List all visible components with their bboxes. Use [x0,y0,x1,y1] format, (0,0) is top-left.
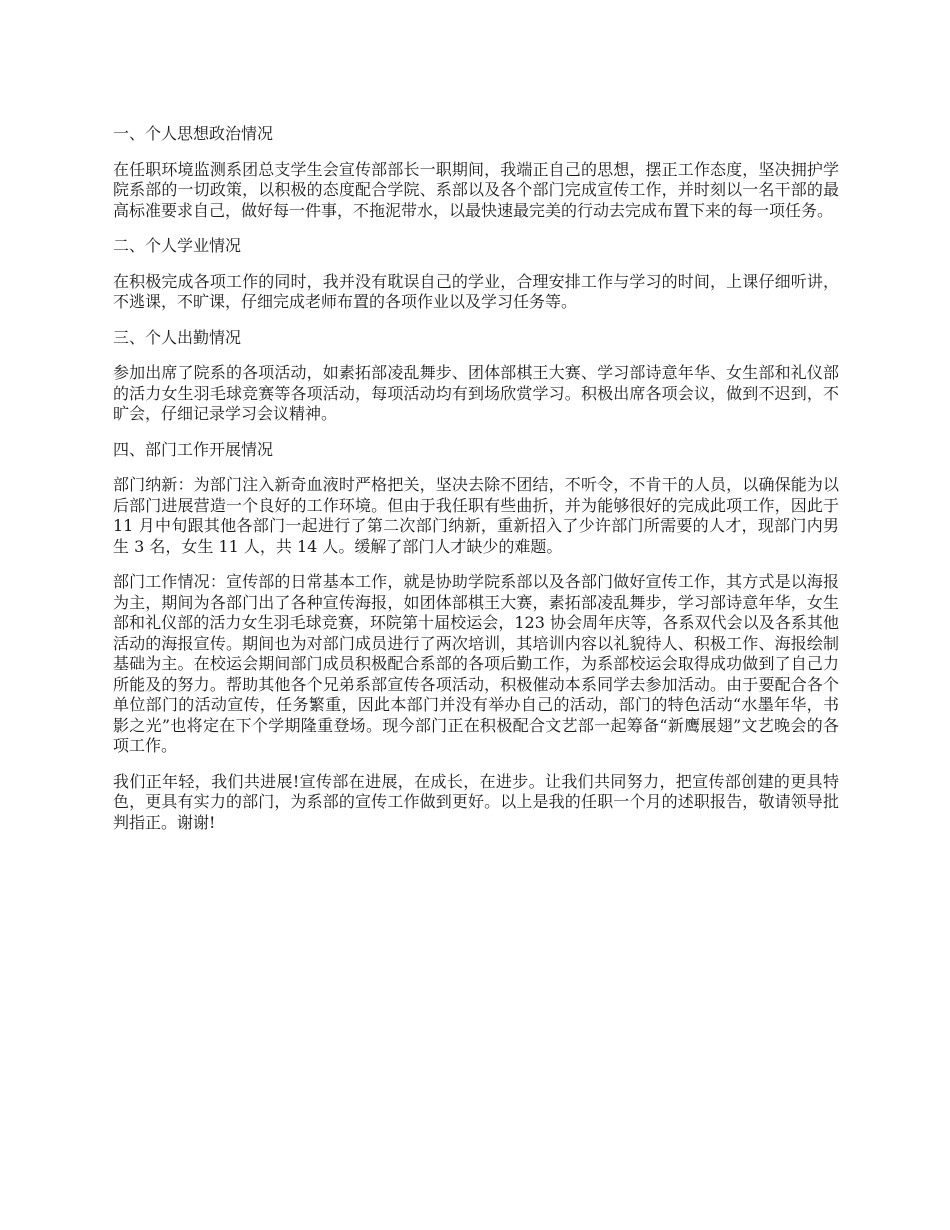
paragraph-academic: 在积极完成各项工作的同时，我并没有耽误自己的学业，合理安排工作与学习的时间，上课仔细听讲，不逃课，不旷课，仔细完成老师布置的各项作业以及学习任务等。 [113,271,839,311]
section-heading-academic: 二、个人学业情况 [113,236,242,255]
section-heading-attendance: 三、个人出勤情况 [113,327,242,347]
paragraph-political: 在任职环境监测系团总支学生会宣传部部长一职期间，我端正自己的思想，摆正工作态度，坚决拥护学院系部的一切政策，以积极的态度配合学院、系部以及各个部门完成宣传工作，并时刻以一名干部的最高标准要求自己，做好每一件事，不拖泥带水，以最快速最完美的行动去完成布置下来的每一项任务。 [113,159,839,220]
paragraph-recruitment: 部门纳新：为部门注入新奇血液时严格把关，坚决去除不团结，不听令，不肯干的人员，以确保能为以后部门进展营造一个良好的工作环境。但由于我任职有些曲折，并为能够很好的完成此项工作，因此于 11 月中旬跟其他各部门一起进行了第二次部门纳新，重新招入了少许部门所需要的人才，现部门内男生 3 名，女生 11 人，共 14 人。缓解了部门人才缺少的难题。 [113,475,839,556]
paragraph-conclusion: 我们正年轻，我们共进展!宣传部在进展，在成长，在进步。让我们共同努力，把宣传部创建的更具特色，更具有实力的部门，为系部的宣传工作做到更好。以上是我的任职一个月的述职报告，敬请领导批判指正。谢谢! [113,771,839,832]
paragraph-attendance: 参加出席了院系的各项活动，如素拓部凌乱舞步、团体部棋王大赛、学习部诗意年华、女生部和礼仪部的活力女生羽毛球竞赛等各项活动，每项活动均有到场欣赏学习。积极出席各项会议，做到不迟到，不旷会，仔细记录学习会议精神。 [113,363,839,423]
document-body [113,124,839,848]
section-heading-political: 一、个人思想政治情况 [113,124,274,143]
section-heading-department-work: 四、部门工作开展情况 [113,439,274,459]
paragraph-department-work: 部门工作情况：宣传部的日常基本工作，就是协助学院系部以及各部门做好宣传工作，其方式是以海报为主，期间为各部门出了各种宣传海报，如团体部棋王大赛，素拓部凌乱舞步，学习部诗意年华，女生部和礼仪部的活力女生羽毛球竞赛，环院第十届校运会，123 协会周年庆等，各系双代会以及各系其他活动的海报宣传。期间也为对部门成员进行了两次培训，其培训内容以礼貌待人、积极工作、海报绘制基础为主。在校运会期间部门成员积极配合系部的各项后勤工作，为系部校运会取得成功做到了自己力所能及的努力。帮助其他各个兄弟系部宣传各项活动，积极催动本系同学去参加活动。由于要配合各个单位部门的活动宣传，任务繁重，因此本部门并没有举办自己的活动，部门的特色活动“水墨年华，书影之光”也将定在下个学期隆重登场。现今部门正在积极配合文艺部一起筹备“新鹰展翅”文艺晚会的各项工作。 [113,572,839,755]
